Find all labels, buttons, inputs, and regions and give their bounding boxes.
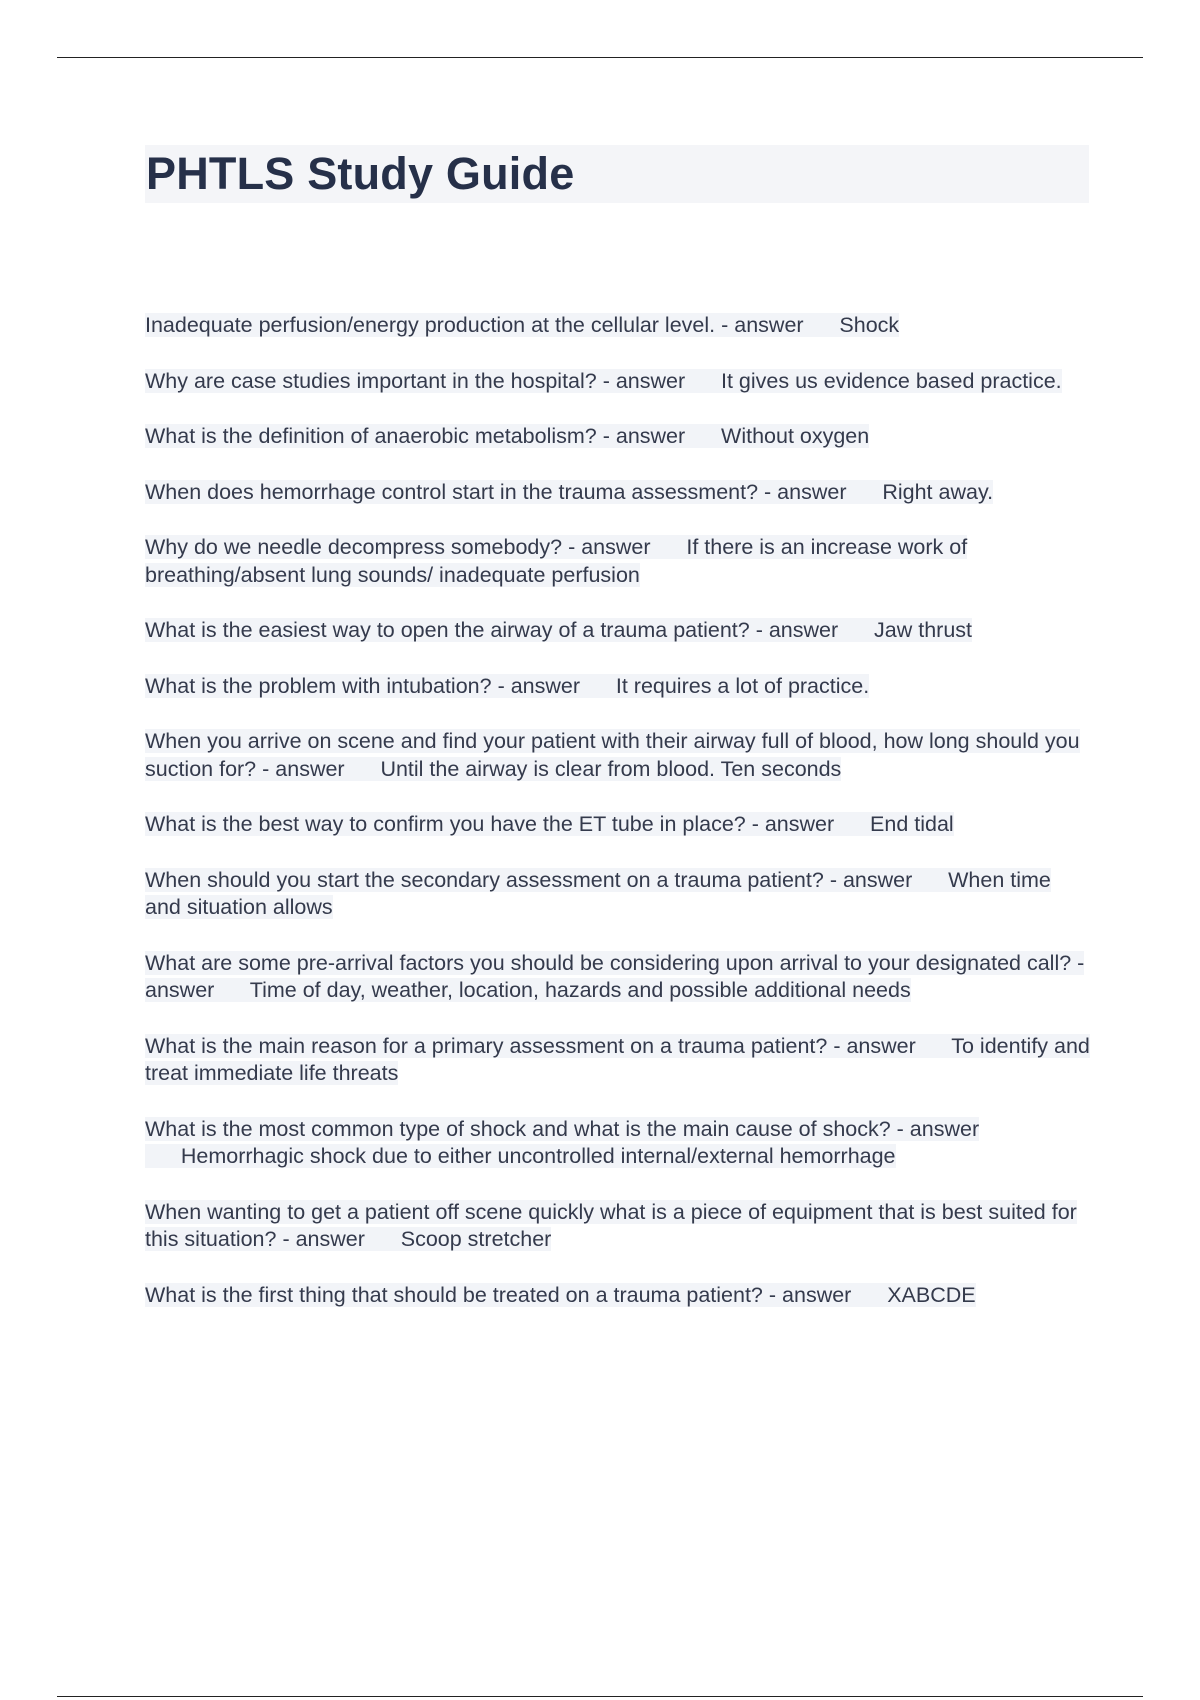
answer-text: Hemorrhagic shock due to either uncontrolled internal/external hemorrhage <box>180 1144 896 1168</box>
page-title: PHTLS Study Guide <box>146 148 575 199</box>
question-text: When should you start the secondary assessment on a trauma patient? <box>145 867 824 892</box>
answer-text: Scoop stretcher <box>400 1227 552 1251</box>
question-text: What are some pre-arrival factors you should be considering upon arrival to your designated call? <box>145 950 1072 975</box>
qa-item <box>145 950 1091 1005</box>
qa-list <box>145 312 1091 1337</box>
answer-marker: - answer <box>833 1033 916 1058</box>
answer-text: End tidal <box>870 812 954 836</box>
top-divider <box>57 57 1143 58</box>
qa-item <box>145 1033 1091 1088</box>
question-text: When does hemorrhage control start in the trauma assessment? <box>145 479 759 504</box>
qa-item <box>145 368 1091 396</box>
answer-marker: - answer <box>755 618 839 642</box>
question-text: What is the best way to confirm you have the ET tube in place? <box>145 812 746 836</box>
qa-item <box>145 423 1091 451</box>
question-text: What is the problem with intubation? <box>145 673 492 698</box>
answer-text: Right away. <box>882 479 994 504</box>
answer-text: XABCDE <box>887 1282 976 1307</box>
qa-item <box>145 534 1091 589</box>
question-text: When wanting to get a patient off scene quickly what is a piece of equipment that is best suited for this situation? <box>145 1199 1077 1251</box>
answer-marker: - answer <box>262 756 345 781</box>
question-text: What is the most common type of shock and what is the main cause of shock? <box>145 1116 891 1141</box>
answer-text: If there is an increase work of breathing/absent lung sounds/ inadequate perfusion <box>145 535 968 587</box>
answer-text: Shock <box>839 313 900 337</box>
answer-marker: - answer <box>751 812 835 836</box>
answer-marker: - answer <box>602 424 686 448</box>
qa-item <box>145 728 1091 783</box>
answer-marker: - answer <box>282 1227 365 1251</box>
answer-text: To identify and treat immediate life threats <box>145 1033 1090 1085</box>
answer-marker: - answer <box>829 867 913 892</box>
qa-item <box>145 673 1091 701</box>
question-text: When you arrive on scene and find your patient with their airway full of blood, how long should you suction for? <box>145 729 1080 781</box>
answer-marker: - answer <box>145 950 1085 1002</box>
qa-item <box>145 312 1091 340</box>
qa-item <box>145 811 1091 839</box>
qa-item <box>145 1116 1091 1171</box>
question-text: What is the main reason for a primary assessment on a trauma patient? <box>145 1033 828 1058</box>
answer-text: Until the airway is clear from blood. Ten seconds <box>380 756 842 781</box>
qa-item <box>145 617 1091 645</box>
question-text: What is the easiest way to open the airway of a trauma patient? <box>145 618 750 642</box>
question-text: What is the first thing that should be treated on a trauma patient? <box>145 1282 763 1307</box>
qa-item <box>145 1282 1091 1310</box>
answer-marker: - answer <box>768 1282 852 1307</box>
qa-item <box>145 479 1091 507</box>
answer-text: Time of day, weather, location, hazards and possible additional needs <box>249 978 911 1002</box>
question-text: What is the definition of anaerobic metabolism? <box>145 424 597 448</box>
answer-text: It gives us evidence based practice. <box>721 368 1062 393</box>
answer-marker: - answer <box>497 673 581 698</box>
qa-item <box>145 867 1091 922</box>
answer-marker: - answer <box>568 535 651 559</box>
answer-text: Jaw thrust <box>874 618 972 642</box>
bottom-divider <box>57 1696 1143 1697</box>
answer-marker: - answer <box>721 313 804 337</box>
question-text: Why are case studies important in the hospital? <box>145 368 597 393</box>
answer-text: It requires a lot of practice. <box>615 673 870 698</box>
answer-marker: - answer <box>764 479 847 504</box>
answer-text: When time and situation allows <box>145 867 1051 919</box>
answer-marker: - answer <box>896 1116 980 1141</box>
answer-marker: - answer <box>602 368 686 393</box>
answer-text: Without oxygen <box>721 424 870 448</box>
question-text: Inadequate perfusion/energy production at the cellular level. <box>145 313 716 337</box>
qa-item <box>145 1199 1091 1254</box>
question-text: Why do we needle decompress somebody? <box>145 535 563 559</box>
